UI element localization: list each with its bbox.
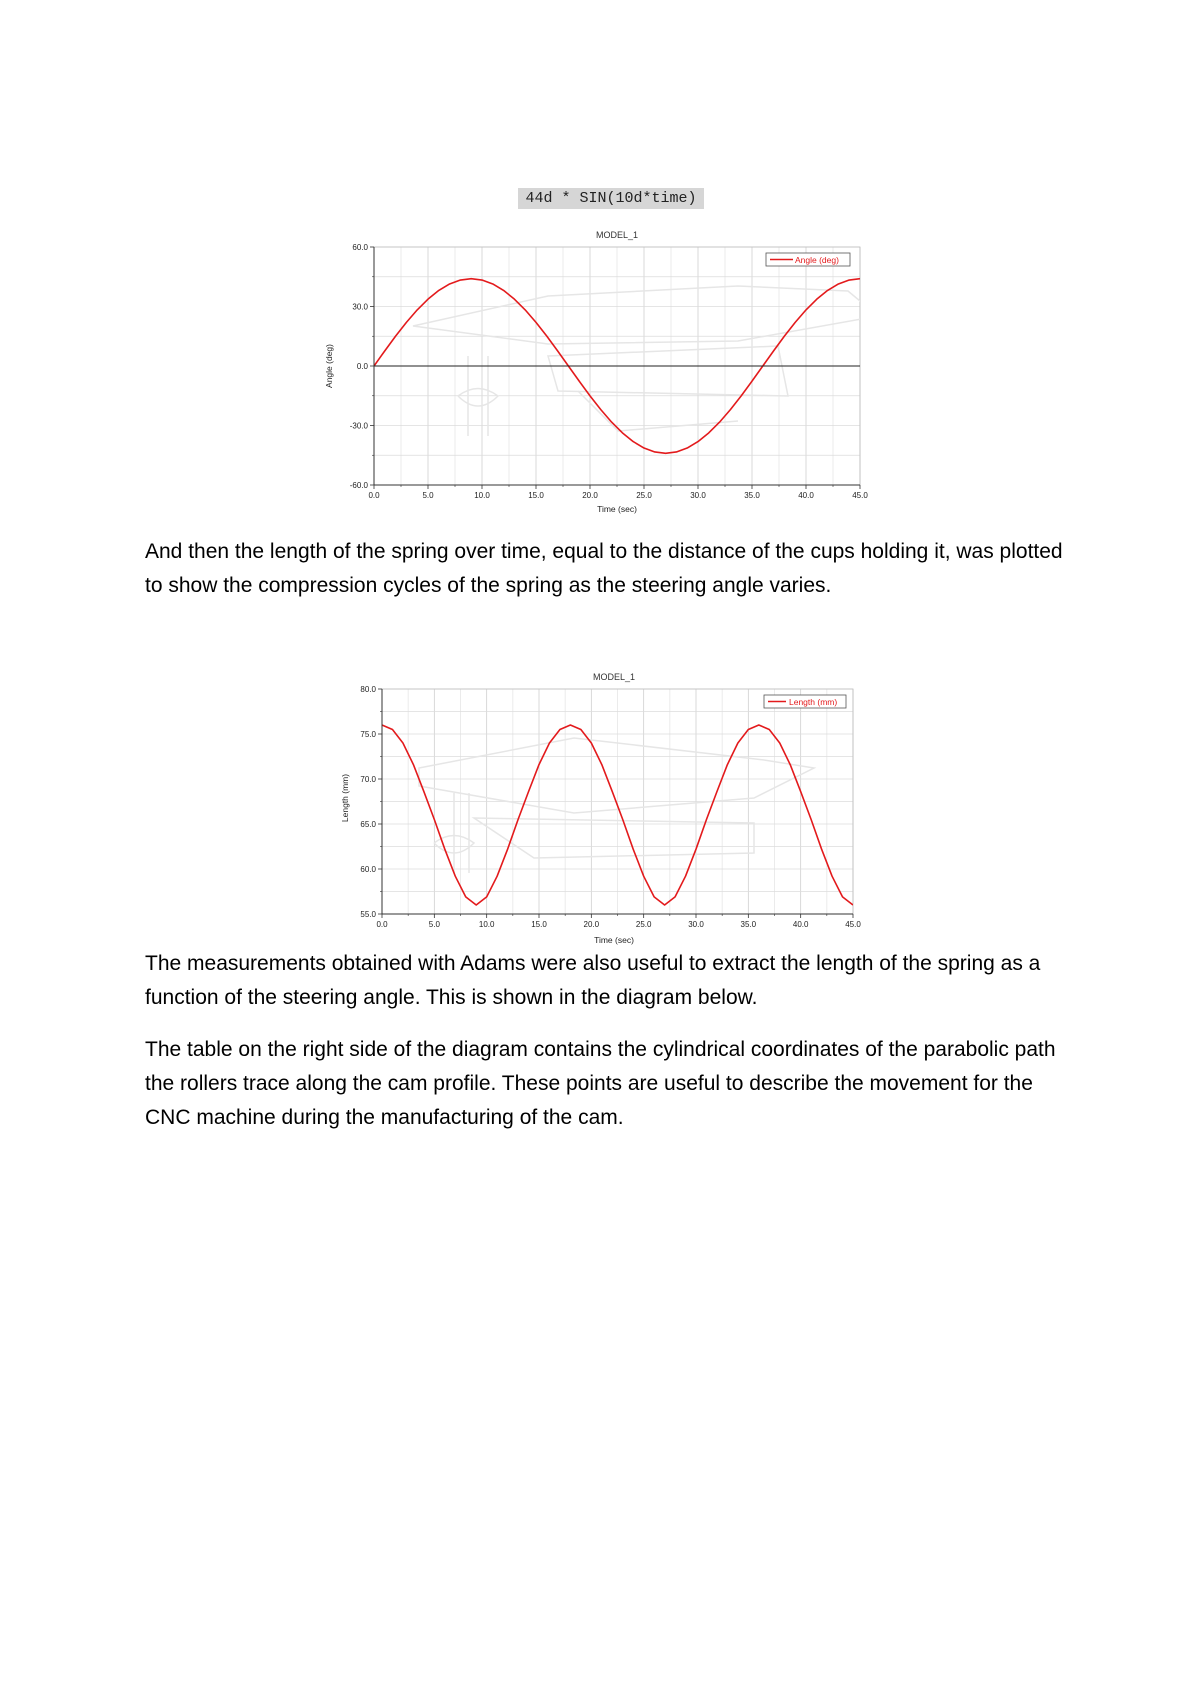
x-tick-label: 25.0 [636, 491, 652, 500]
chart-legend [766, 253, 850, 266]
y-axis-label: Length (mm) [340, 773, 350, 823]
angle-chart [318, 226, 870, 521]
x-tick-label: 35.0 [744, 491, 760, 500]
y-tick-label: 75.0 [360, 730, 376, 739]
gridlines [382, 689, 853, 914]
y-tick-label: 60.0 [360, 865, 376, 874]
legend-label: Angle (deg) [795, 255, 839, 265]
x-tick-label: 35.0 [740, 920, 757, 929]
mechanism-watermark [413, 286, 870, 436]
legend-label: Length (mm) [789, 697, 838, 707]
x-tick-label: 20.0 [582, 491, 598, 500]
x-tick-label: 0.0 [376, 920, 388, 929]
x-tick-label: 5.0 [422, 491, 434, 500]
y-tick-label: 65.0 [360, 820, 376, 829]
x-tick-label: 20.0 [583, 920, 600, 929]
y-tick-label: 70.0 [360, 775, 376, 784]
paragraph-spring-length: And then the length of the spring over time, equal to the distance of the cups holding it, was plotted to show the compression cycles of the spring as the steering angle varies. [145, 540, 1063, 597]
x-axis-label: Time (sec) [594, 935, 634, 945]
x-tick-label: 40.0 [798, 491, 814, 500]
chart-title: MODEL_1 [592, 672, 636, 682]
x-tick-label: 10.0 [478, 920, 495, 929]
x-tick-label: 5.0 [428, 920, 440, 929]
paragraph-table-description: The table on the right side of the diagram contains the cylindrical coordinates of the parabolic path the rollers trace along the cam profile. These points are useful to describe the movement for the CNC machine during the manufacturing of the cam. [145, 1038, 1056, 1129]
x-tick-label: 15.0 [528, 491, 544, 500]
mechanism-watermark [419, 738, 814, 873]
x-tick-label: 0.0 [368, 491, 380, 500]
x-tick-label: 40.0 [792, 920, 809, 929]
formula-label: 44d * SIN(10d*time) [518, 188, 704, 209]
y-tick-label: 30.0 [352, 302, 368, 312]
x-tick-label: 45.0 [852, 491, 868, 500]
length-chart [334, 668, 862, 947]
x-tick-label: 10.0 [474, 491, 490, 500]
chart-title: MODEL_1 [595, 230, 639, 240]
y-tick-label: -60.0 [349, 481, 368, 490]
x-tick-label: 15.0 [531, 920, 547, 929]
x-tick-label: 25.0 [635, 920, 652, 929]
x-tick-label: 45.0 [845, 920, 861, 929]
y-axis-label: Angle (deg) [324, 344, 334, 388]
y-tick-label: -30.0 [349, 421, 368, 431]
y-tick-label: 60.0 [352, 243, 368, 252]
chart-legend [764, 695, 846, 708]
paragraph-measurements: The measurements obtained with Adams were also useful to extract the length of the spring as a function of the steering angle. This is shown in the diagram below. [145, 952, 1041, 1009]
x-tick-label: 30.0 [688, 920, 704, 929]
y-tick-label: 80.0 [360, 685, 376, 694]
y-tick-label: 0.0 [356, 362, 368, 371]
x-tick-label: 30.0 [690, 491, 706, 500]
x-axis-label: Time (sec) [597, 504, 637, 514]
y-tick-label: 55.0 [360, 910, 376, 919]
